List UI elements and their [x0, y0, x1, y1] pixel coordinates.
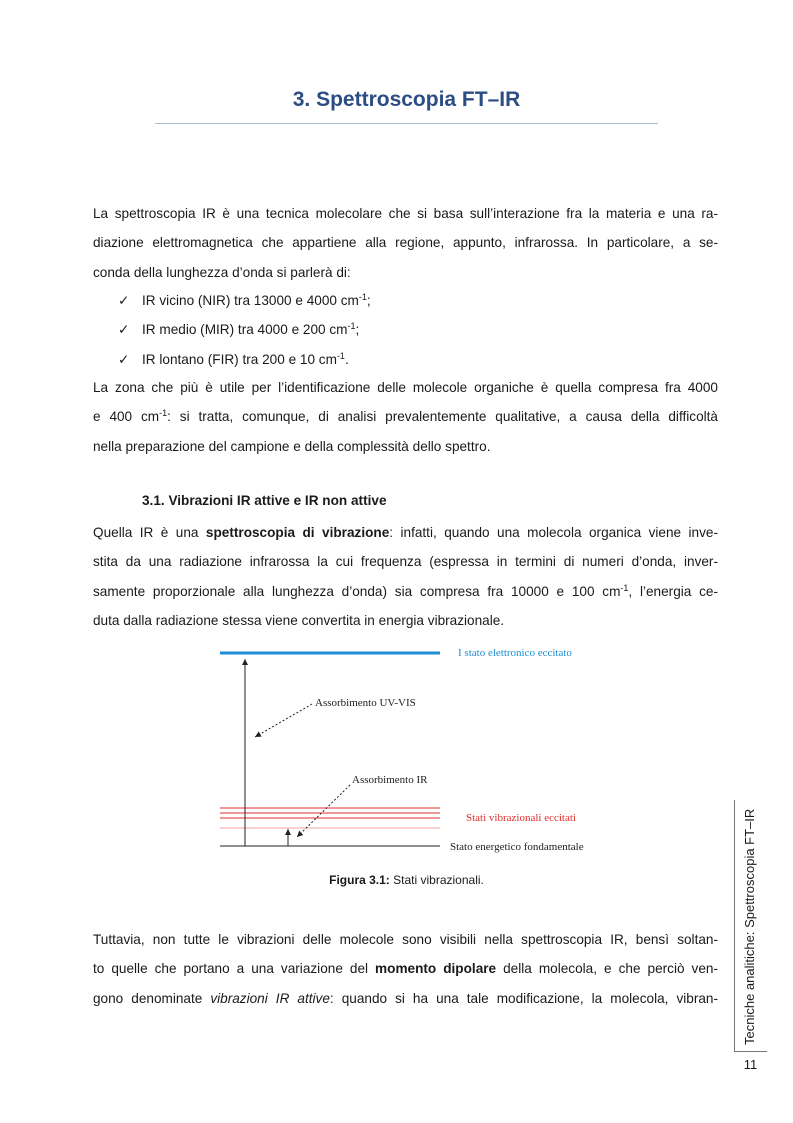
ir-absorption-label: Assorbimento IR	[352, 774, 428, 786]
page-number-rule	[734, 1051, 767, 1052]
running-title: Tecniche analitiche: Spettroscopia FT–IR	[742, 808, 757, 1045]
check-icon: ✓	[118, 293, 130, 308]
organic-paragraph: La zona che più è utile per l’identificazione delle molecole organiche è quella compresa fra 4000 e 400 $cm^{-1}$: si tratta, comunque, di analisi prevalentemente qualitative, a causa della difficoltà nella preparazione del campione e della complessità dello spettro.	[93, 380, 718, 454]
list-item: ✓ IR lontano (FIR) tra 200 e 10 $cm^{-1}$.	[118, 345, 371, 374]
page-number: 11	[743, 1057, 758, 1072]
intro-line: conda della lunghezza d’onda si parlerà di:	[93, 264, 351, 280]
uv-vis-pointer-arrow	[255, 704, 312, 737]
excited-state-label: I stato elettronico eccitato	[458, 647, 572, 659]
check-icon: ✓	[118, 322, 130, 338]
ground-state-label: Stato energetico fondamentale	[450, 841, 584, 853]
section-heading: 3.1. Vibrazioni IR attive e IR non attive	[142, 493, 387, 508]
intro-line: La spettroscopia IR è una tecnica molecolare che si basa sull’interazione fra la materia e una ra-	[93, 206, 718, 221]
check-icon: ✓	[118, 351, 130, 367]
section-paragraph: Quella IR è una spettroscopia di vibrazione: infatti, quando una molecola organica viene inve- stita da una radiazione infrarossa la cui frequenza (espressa in termini di numeri d’onda, inver- samente proporzionale alla lunghezza d’onda) sia compresa fra 10000 e 100 $cm^{-1}$, l’energia ce- duta dalla radiazione stessa viene convertita in energia vibrazionale.	[93, 525, 718, 629]
vibrational-states-label: Stati vibrazionali eccitati	[466, 812, 576, 824]
chapter-title: 3. Spettroscopia FT–IR	[292, 88, 521, 111]
figure-caption: Figura 3.1: Stati vibrazionali.	[329, 873, 484, 887]
uv-vis-label: Assorbimento UV-VIS	[315, 697, 416, 709]
closing-paragraph: Tuttavia, non tutte le vibrazioni delle molecole sono visibili nella spettroscopia IR, bensì soltan- to quelle che portano a una variazione del momento dipolare della molecola, e che perciò ven- gono denominate vibrazioni IR attive: quando si ha una tale modificazione, la molecola, vibran-	[93, 932, 719, 1006]
intro-line: diazione elettromagnetica che appartiene alla regione, appunto, infrarossa. In particolare, a se-	[93, 235, 718, 251]
ir-pointer-arrow	[297, 785, 350, 837]
list-item: ✓ IR vicino (NIR) tra 13000 e 4000 $cm^{-1}$;	[118, 286, 371, 315]
list-item: ✓ IR medio (MIR) tra 4000 e 200 $cm^{-1}$;	[118, 315, 371, 344]
sidebar-divider	[734, 800, 735, 1051]
